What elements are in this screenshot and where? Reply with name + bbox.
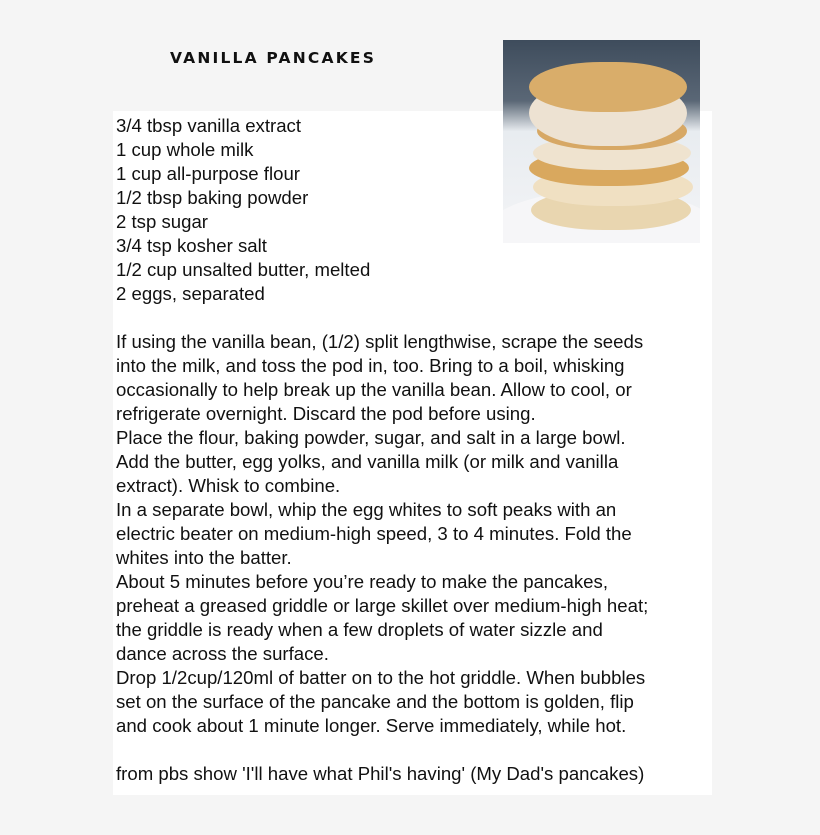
- instruction-line: refrigerate overnight. Discard the pod before using.: [116, 403, 536, 424]
- ingredient-item: 2 eggs, separated: [116, 283, 265, 304]
- instruction-line: whites into the batter.: [116, 547, 292, 568]
- instruction-text: [116, 330, 648, 738]
- instruction-line: dance across the surface.: [116, 643, 329, 664]
- ingredient-item: 1/2 tbsp baking powder: [116, 187, 309, 208]
- instruction-line: Add the butter, egg yolks, and vanilla milk (or milk and vanilla: [116, 451, 619, 472]
- instruction-line: Place the flour, baking powder, sugar, and salt in a large bowl.: [116, 427, 626, 448]
- ingredient-item: 1 cup whole milk: [116, 139, 254, 160]
- instruction-line: electric beater on medium-high speed, 3 to 4 minutes. Fold the: [116, 523, 632, 544]
- instruction-line: into the milk, and toss the pod in, too. Bring to a boil, whisking: [116, 355, 625, 376]
- ingredient-item: 1 cup all-purpose flour: [116, 163, 300, 184]
- recipe-title: VANILLA PANCAKES: [170, 49, 377, 67]
- instruction-line: If using the vanilla bean, (1/2) split lengthwise, scrape the seeds: [116, 331, 644, 352]
- instruction-line: About 5 minutes before you’re ready to make the pancakes,: [116, 571, 608, 592]
- instruction-line: preheat a greased griddle or large skillet over medium-high heat;: [116, 595, 649, 616]
- ingredient-item: 3/4 tsp kosher salt: [116, 235, 267, 256]
- instruction-line: In a separate bowl, whip the egg whites to soft peaks with an: [116, 499, 617, 520]
- instruction-line: the griddle is ready when a few droplets of water sizzle and: [116, 619, 603, 640]
- recipe-content: [116, 114, 648, 786]
- ingredient-list: [116, 114, 648, 306]
- instruction-line: set on the surface of the pancake and the bottom is golden, flip: [116, 691, 634, 712]
- instruction-line: occasionally to help break up the vanilla bean. Allow to cool, or: [116, 379, 632, 400]
- recipe-source: from pbs show 'I'll have what Phil's having' (My Dad's pancakes): [116, 763, 645, 784]
- instruction-line: and cook about 1 minute longer. Serve immediately, while hot.: [116, 715, 627, 736]
- instruction-line: Drop 1/2cup/120ml of batter on to the hot griddle. When bubbles: [116, 667, 646, 688]
- ingredient-item: 2 tsp sugar: [116, 211, 208, 232]
- instruction-line: extract). Whisk to combine.: [116, 475, 341, 496]
- ingredient-item: 1/2 cup unsalted butter, melted: [116, 259, 371, 280]
- ingredient-item: 3/4 tbsp vanilla extract: [116, 115, 302, 136]
